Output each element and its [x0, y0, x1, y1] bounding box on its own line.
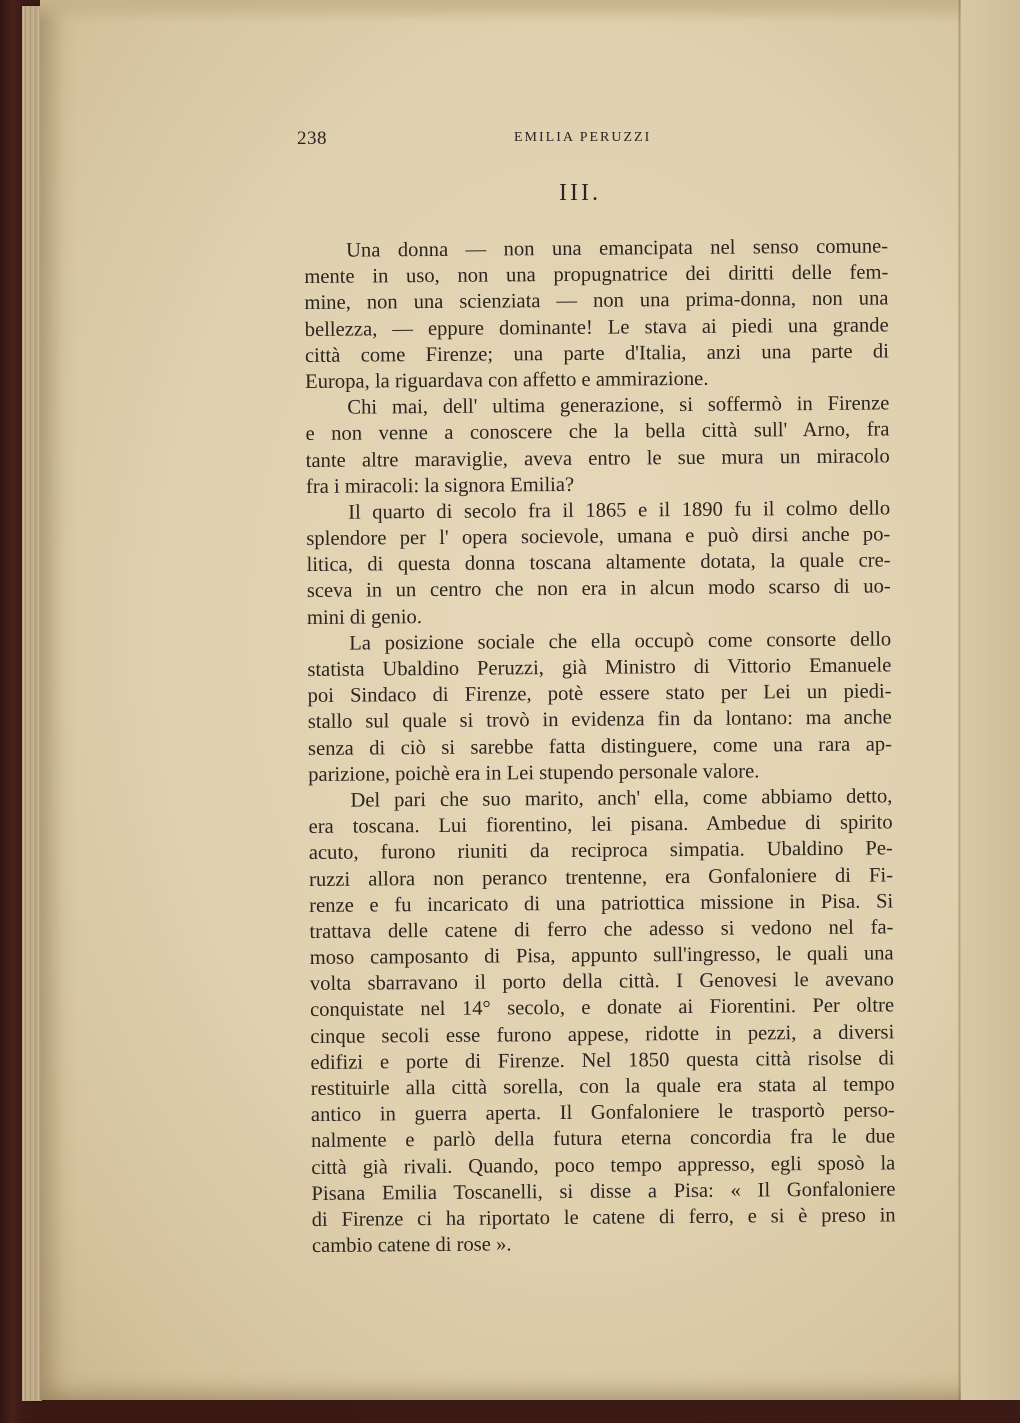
text-line: litica, di questa donna toscana altamente dotata, la quale cre- — [306, 549, 891, 577]
text-line: cinque secoli esse furono appese, ridotte in pezzi, a diversi — [310, 1021, 895, 1048]
text-line: di Firenze ci ha riportato le catene di ferro, e si è preso in — [311, 1204, 896, 1231]
text-line: nalmente e parlò della futura eterna concordia fra le due — [311, 1125, 896, 1153]
text-line: Una donna — non una emancipata nel senso comune- — [346, 235, 889, 262]
text-line: Del pari che suo marito, anch' ella, come abbiamo detto, — [350, 785, 893, 812]
text-line: antico in guerra aperta. Il Gonfaloniere le trasportò perso- — [310, 1099, 895, 1127]
text-line: senza di ciò si sarebbe fatta distinguere, come una rara ap- — [307, 732, 893, 760]
text-line: Chi mai, dell' ultima generazione, si soffermò in Firenze — [347, 392, 890, 419]
page-stack-edge — [22, 6, 42, 1401]
text-line: restituirle alla città sorella, con la quale era stata al tempo — [310, 1073, 895, 1100]
text-line: bellezza, — eppure dominante! Le stava ai piedi una grande — [304, 313, 889, 341]
text-line: moso camposanto di Pisa, appunto sull'ingresso, le quali una — [309, 942, 894, 970]
text-line: era toscana. Lui fiorentino, lei pisana. Ambedue di spirito — [308, 811, 893, 839]
text-line: conquistate nel 14° secolo, e donate ai Fiorentini. Per oltre — [309, 994, 895, 1022]
text-line: Il quarto di secolo fra il 1865 e il 1890 fu il colmo dello — [348, 497, 891, 524]
paragraph — [307, 626, 892, 788]
text-line: e non venne a conoscere che la bella città sull' Arno, fra — [305, 418, 890, 446]
text-line: tante altre maraviglie, aveva entro le sue mura un miracolo — [305, 444, 890, 472]
text-line: mente in uso, non una propugnatrice dei diritti delle fem- — [304, 261, 889, 289]
text-line: mine, non una scienziata — non una prima-donna, non una — [304, 287, 889, 315]
text-line: acuto, furono riuniti da reciproca simpatia. Ubaldino Pe- — [308, 837, 893, 865]
text-line: città come Firenze; una parte d'Italia, anzi una parte di — [304, 340, 889, 367]
text-line: città già rivali. Quando, poco tempo appresso, egli sposò la — [311, 1151, 896, 1179]
text-line: Europa, la riguardava con affetto e ammirazione. — [305, 367, 709, 393]
section-heading: III. — [559, 180, 601, 206]
text-line: edifizi e porte di Firenze. Nel 1850 questa città risolse di — [310, 1047, 895, 1074]
text-line: ruzzi allora non peranco trentenne, era Gonfaloniere di Fi- — [308, 863, 894, 891]
paragraph — [308, 783, 896, 1259]
text-line: mini di genio. — [306, 605, 423, 629]
text-line: parizione, poichè era in Lei stupendo personale valore. — [308, 760, 760, 786]
next-page-edge — [961, 0, 1020, 1400]
paragraph — [304, 233, 889, 395]
text-line: poi Sindaco di Firenze, potè essere stato per Lei un piedi- — [307, 680, 892, 708]
text-line: renze e fu incaricato di una patriottica missione in Pisa. Si — [309, 890, 894, 917]
running-title: EMILIA PERUZZI — [514, 130, 652, 145]
text-line: fra i miracoli: la signora Emilia? — [305, 473, 575, 498]
text-line: sceva in un centro che non era in alcun modo scarso di uo- — [306, 575, 891, 603]
text-line: stallo sul quale si trovò in evidenza fin da lontano: ma anche — [307, 706, 892, 734]
text-line: Pisana Emilia Toscanelli, si disse a Pisa: « Il Gonfaloniere — [311, 1178, 896, 1205]
paragraph — [305, 391, 890, 500]
text-line: splendore per l' opera socievole, umana e può dirsi anche po- — [306, 523, 891, 551]
text-line: volta sbarravano il porto della città. I Genovesi le avevano — [309, 968, 894, 996]
text-line: statista Ubaldino Peruzzi, già Ministro di Vittorio Emanuele — [307, 654, 892, 681]
paragraph — [306, 495, 891, 631]
text-line: La posizione sociale che ella occupò come consorte dello — [349, 628, 892, 655]
page-number: 238 — [297, 128, 327, 149]
text-line: trattava delle catene di ferro che adesso si vedono nel fa- — [309, 916, 894, 943]
running-head — [297, 128, 857, 150]
text-line: cambio catene di rose ». — [311, 1233, 512, 1258]
body-text — [304, 233, 896, 1259]
page-top-shadow — [40, 0, 1020, 22]
